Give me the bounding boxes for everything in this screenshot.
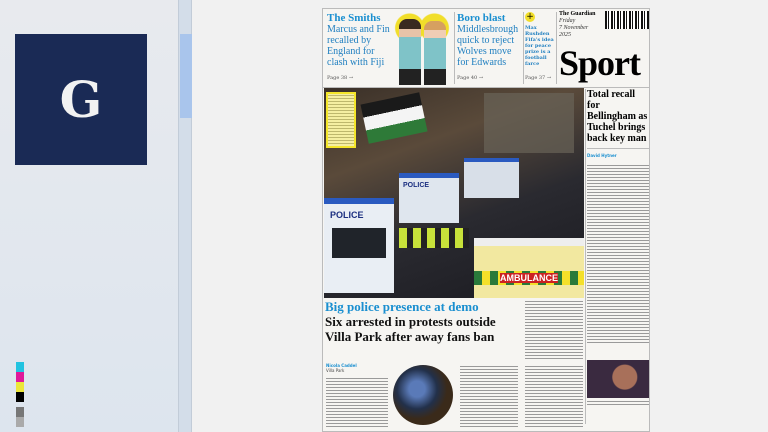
byline: Nicola Caddel Villa Park xyxy=(326,363,357,373)
main-kicker: Big police presence at demo xyxy=(325,299,479,314)
side-headline: Total recall for Bellingham as Tuchel brings back key man xyxy=(587,89,648,144)
scrollbar-thumb[interactable] xyxy=(180,34,192,118)
smiths-photo xyxy=(391,9,453,85)
inset-photo xyxy=(393,365,453,425)
color-swatch-magenta xyxy=(16,372,24,382)
barcode xyxy=(605,11,649,29)
main-headline: Six arrested in protests outside Villa Park after away fans ban xyxy=(325,314,496,344)
puff-rushden[interactable]: + Max Rushden Fifa's idea for peace prize is a football farce Page 37 → xyxy=(525,12,554,81)
ambulance: AMBULANCE xyxy=(474,238,584,298)
plus-icon: + xyxy=(526,12,534,22)
police-van: POLICE xyxy=(324,198,394,293)
color-swatch-gray xyxy=(16,407,24,417)
newspaper-page xyxy=(322,8,650,432)
color-swatch-black xyxy=(16,392,24,402)
bellingham-photo xyxy=(587,360,650,398)
guardian-logo[interactable]: G xyxy=(15,34,147,165)
scrollbar[interactable] xyxy=(178,0,192,432)
sidebar xyxy=(0,0,178,432)
color-swatch-yellow xyxy=(16,382,24,392)
puff-boro[interactable]: Boro blast Middlesbrough quick to reject Wolves move for Edwards Page 40 → xyxy=(457,12,519,81)
color-swatch-lightgray xyxy=(16,417,24,427)
photo-caption-box xyxy=(326,92,356,148)
color-swatch-cyan xyxy=(16,362,24,372)
main-story-header[interactable] xyxy=(325,300,521,344)
main-photo[interactable]: POLICE POLICE AMBULANCE xyxy=(324,88,584,298)
masthead: The Guardian Friday 7 November 2025 Sport xyxy=(559,11,650,87)
section-title: Sport xyxy=(559,43,641,83)
side-story[interactable]: Total recall for Bellingham as Tuchel brings back key man David Hytner xyxy=(587,89,650,429)
puff-smiths[interactable]: The Smiths Marcus and Fin recalled by England for clash with Fiji Page 38 → xyxy=(327,12,390,81)
